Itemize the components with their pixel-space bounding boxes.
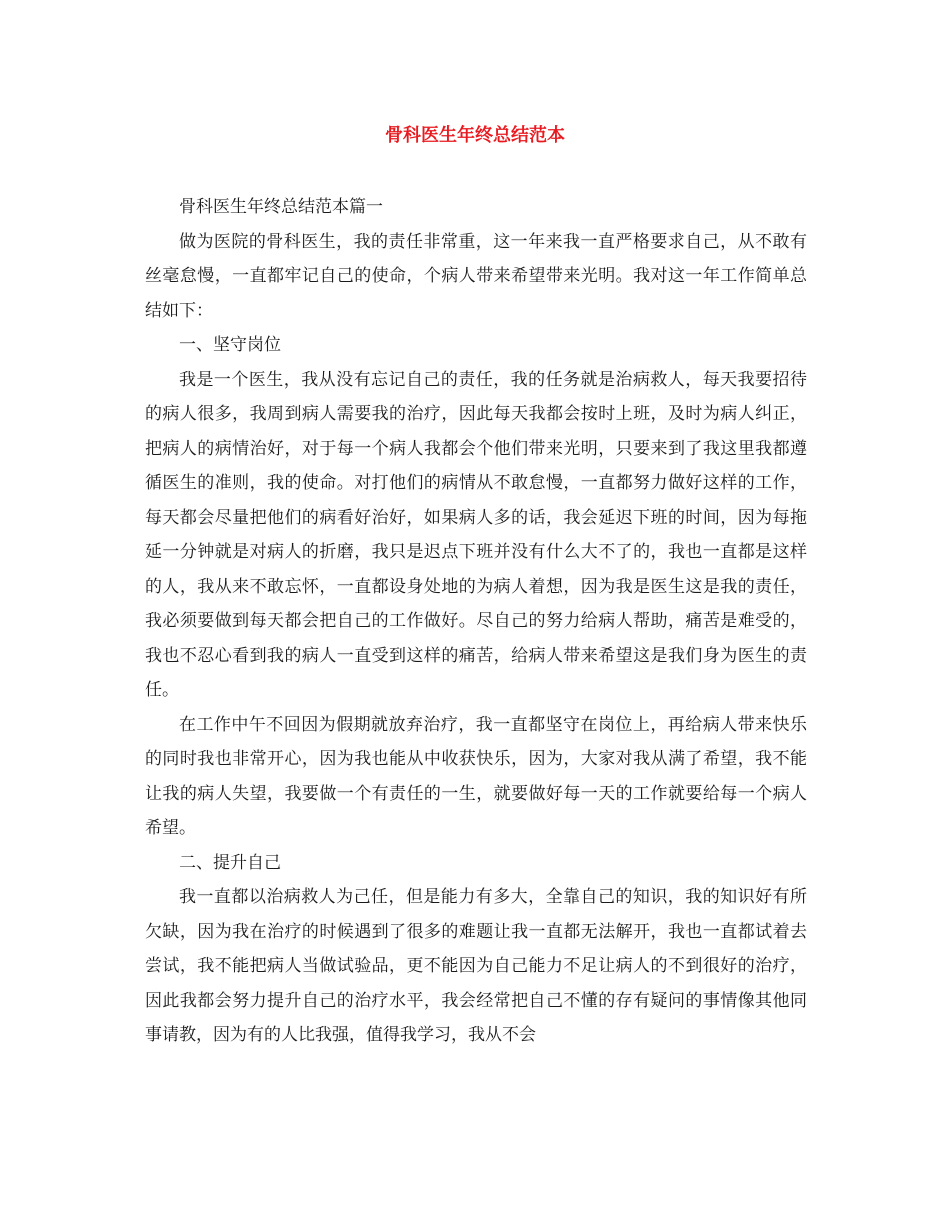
section-heading-1: 一、坚守岗位 <box>179 335 281 355</box>
section-heading-2: 二、提升自己 <box>179 852 281 873</box>
document-body <box>145 190 807 1053</box>
document-title: 骨科医生年终总结范本 <box>385 125 565 146</box>
paragraph: 我一直都以治病救人为己任，但是能力有多大，全靠自己的知识，我的知识好有所欠缺，因为我在治疗的时候遇到了很多的难题让我一直都无法解开，我也一直都试着去尝试，我不能把病人当做试验品，更不能因为自己能力不足让病人的不到很好的治疗，因此我都会努力提升自己的治疗水平，我会经常把自己不懂的存有疑问的事情像其他同事请教，因为有的人比我强，值得我学习，我从不会 <box>145 887 807 1045</box>
paragraph: 我是一个医生，我从没有忘记自己的责任，我的任务就是治病救人，每天我要招待的病人很多，我周到病人需要我的治疗，因此每天我都会按时上班，及时为病人纠正，把病人的病情治好，对于每一个病人我都会个他们带来光明，只要来到了我这里我都遵循医生的准则，我的使命。对打他们的病情从不敢怠慢，一直都努力做好这样的工作，每天都会尽量把他们的病看好治好，如果病人多的话，我会延迟下班的时间，因为每拖延一分钟就是对病人的折磨，我只是迟点下班并没有什么大不了的，我也一直都是这样的人，我从来不敢忘怀，一直都设身处地的为病人着想，因为我是医生这是我的责任，我必须要做到每天都会把自己的工作做好。尽自己的努力给病人帮助，痛苦是难受的，我也不忍心看到我的病人一直受到这样的痛苦，给病人带来希望这是我们身为医生的责任。 <box>145 369 807 700</box>
paragraph: 在工作中午不回因为假期就放弃治疗，我一直都坚守在岗位上，再给病人带来快乐的同时我也非常开心，因为我也能从中收获快乐，因为，大家对我从满了希望，我不能让我的病人失望，我要做一个有责任的一生，就要做好每一天的工作就要给每一个病人希望。 <box>145 714 807 838</box>
paragraph-intro: 做为医院的骨科医生，我的责任非常重，这一年来我一直严格要求自己，从不敢有丝毫怠慢，一直都牢记自己的使命，个病人带来希望带来光明。我对这一年工作简单总结如下： <box>145 231 807 321</box>
paragraph-subtitle: 骨科医生年终总结范本篇一 <box>179 197 383 217</box>
